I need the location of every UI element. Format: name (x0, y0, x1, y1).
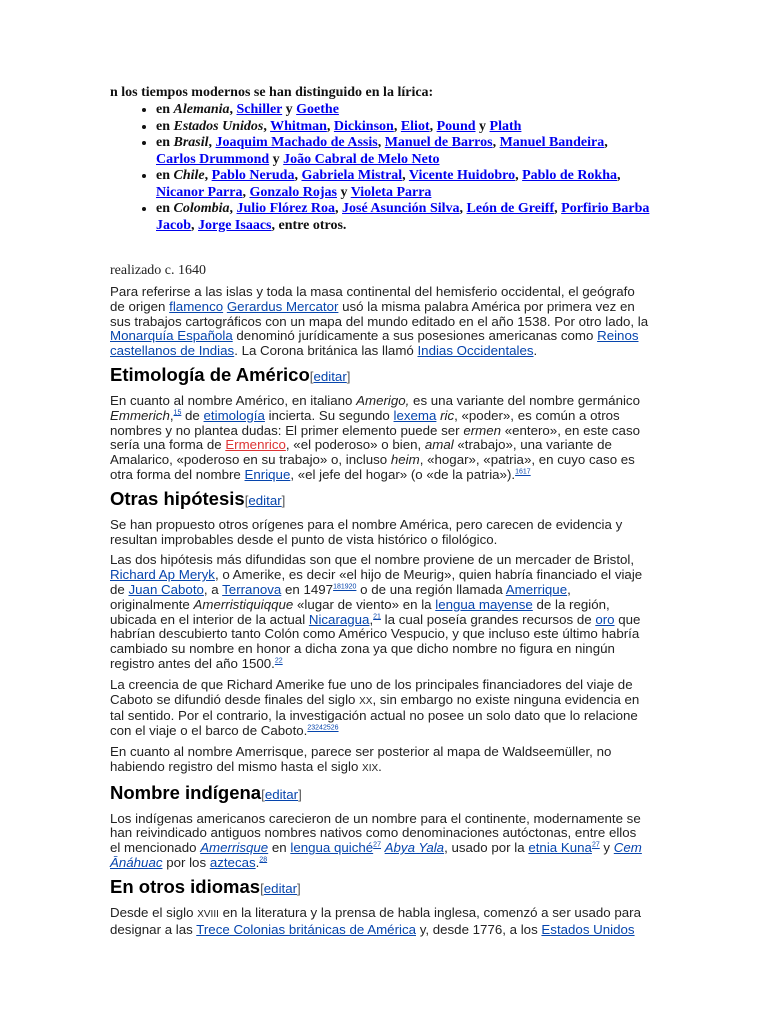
link-lexema[interactable]: lexema (393, 407, 437, 423)
poet-link-manuel-de-barros[interactable]: Manuel de Barros (384, 135, 493, 150)
edit-link-etimologia[interactable]: editar (313, 368, 347, 384)
link-aztecas[interactable]: aztecas (209, 854, 256, 870)
reference-note[interactable]: 28 (259, 856, 268, 864)
country-name: Chile (173, 168, 205, 183)
link-cem-anahuac[interactable]: Cem Ānáhuac (110, 840, 642, 870)
reference-note[interactable]: 181920 (333, 583, 357, 591)
link-richard-ap-meryk[interactable]: Richard Ap Meryk (110, 567, 215, 583)
heading-otras-hipotesis (110, 488, 650, 512)
paragraph-otros-idiomas: Desde el siglo XVIII en la literatura y la prensa de habla inglesa, comenzó a ser usado para designar a las Trece Colonias británicas de América y, desde 1776, a los Estados Unidos (110, 904, 641, 937)
link-monarquia-espanola[interactable]: Monarquía Española (110, 328, 233, 344)
poet-link-porfirio-barba-jacob[interactable]: Porfirio Barba Jacob (156, 201, 650, 233)
link-amerrisque[interactable]: Amerrisque (200, 840, 269, 856)
edit-link-otras[interactable]: editar (248, 492, 282, 508)
link-flamenco[interactable]: flamenco (169, 298, 224, 314)
heading-nombre-text: Nombre indígena (110, 781, 262, 803)
poet-link-jorge-isaacs[interactable]: Jorge Isaacs (198, 217, 272, 233)
edit-nombre: [editar] (261, 786, 302, 802)
edit-link-idiomas[interactable]: editar (263, 880, 298, 896)
link-etnia-kuna[interactable]: etnia Kuna (528, 840, 592, 856)
redlink-ermenrico[interactable]: Ermenrico (225, 437, 286, 453)
link-lengua-quiche[interactable]: lengua quiché (290, 840, 374, 856)
paragraph-otras-2: Las dos hipótesis más difundidas son que el nombre proviene de un mercader de Bristol, Richard Ap Meryk, o Amerike, es decir «el hijo de Meurig», quien habría financiado el viaje de Juan Caboto, a Terranova en 1497$^{181920}$ o de una región llamada Amerrique, originalmente Amerristiquiqque «lugar de viento» en la lengua mayense de la región, ubicada en el interior de la actual Nicaragua,$^{21}$ la cual poseía grandes recursos de oro que habrían descubierto tanto Colón como Américo Vespucio, y que incluso este último habría cambiado su nombre en honor a dicha zona ya que dicho nombre no figura en ningún registro antes del año 1500.22 (110, 552, 643, 671)
link-lengua-mayense[interactable]: lengua mayense (435, 596, 533, 612)
poets-list-item: • en Estados Unidos, Whitman, Dickinson, Eliot, Pound y Plath (156, 119, 650, 136)
heading-etimologia-text: Etimología de Américo (110, 363, 310, 385)
reference-note[interactable]: 22 (274, 657, 283, 665)
poet-link-gonzalo-rojas[interactable]: Gonzalo Rojas (249, 184, 337, 200)
country-name: Colombia (173, 201, 230, 216)
poet-link-manuel-bandeira[interactable]: Manuel Bandeira (499, 135, 605, 150)
edit-otras: [editar] (244, 492, 286, 508)
reference-note[interactable]: 15 (173, 409, 182, 417)
paragraph-otras-4: En cuanto al nombre Amerrisque, parece ser posterior al mapa de Waldseemüller, no habiendo registro del mismo hasta el siglo XIX. (110, 743, 612, 774)
italic-term: ric (440, 407, 455, 423)
link-etimologia[interactable]: etimología (203, 407, 265, 423)
poets-list-item: • en Brasil, Joaquim Machado de Assis, Manuel de Barros, Manuel Bandeira, Carlos Drummond y João Cabral de Melo Neto (156, 135, 650, 168)
poet-link-dickinson[interactable]: Dickinson (333, 118, 394, 134)
link-trece-colonias-britanicas-de-america[interactable]: Trece Colonias británicas de América (196, 921, 416, 937)
poets-list-item: • en Chile, Pablo Neruda, Gabriela Mistral, Vicente Huidobro, Pablo de Rokha, Nicanor Parra, Gonzalo Rojas y Violeta Parra (156, 168, 650, 201)
reference-note[interactable]: 21 (373, 613, 381, 621)
italic-term: heim (390, 452, 420, 468)
poet-link-eliot[interactable]: Eliot (400, 118, 430, 134)
paragraph-otras-3: La creencia de que Richard Amerike fue uno de los principales financiadores del viaje de Caboto se difundió desde finales del siglo XX, sin embargo no existe ninguna evidencia en tal sentido. Por el contrario, la investigación actual no posee un solo dato que lo relacione con el viaje o el barco de Caboto.$^{23242526}$ (110, 676, 640, 739)
century-numeral: XIX (362, 762, 379, 774)
italic-term: ermen (463, 422, 502, 438)
link-terranova[interactable]: Terranova (222, 581, 282, 597)
poet-link-joaquim-machado-de-assis[interactable]: Joaquim Machado de Assis (215, 135, 378, 150)
link-indias-occidentales[interactable]: Indias Occidentales (417, 343, 534, 359)
reference-note[interactable]: 1617 (515, 468, 531, 476)
heading-otras-text: Otras hipótesis (110, 487, 245, 509)
italic-term: Amerigo, (356, 392, 410, 408)
link-gerardus-mercator[interactable]: Gerardus Mercator (226, 298, 339, 314)
poet-link-joao-cabral-de-melo-neto[interactable]: João Cabral de Melo Neto (283, 151, 440, 167)
italic-term: Amerristiquiqque (193, 596, 294, 612)
edit-link-nombre[interactable]: editar (264, 786, 299, 802)
poet-link-jose-asuncion-silva[interactable]: José Asunción Silva (342, 201, 460, 216)
reference-note[interactable]: 23242526 (307, 724, 339, 732)
poet-link-violeta-parra[interactable]: Violeta Parra (350, 184, 432, 200)
heading-otros-idiomas (110, 876, 650, 900)
poet-link-schiller[interactable]: Schiller (236, 102, 283, 117)
poet-link-vicente-huidobro[interactable]: Vicente Huidobro (408, 168, 516, 183)
heading-idiomas-text: En otros idiomas (110, 875, 261, 897)
link-abya-yala[interactable]: Abya Yala (384, 840, 445, 856)
poets-list-item: • en Alemania, Schiller y Goethe (156, 102, 650, 119)
poet-link-leon-de-greiff[interactable]: León de Greiff (466, 201, 555, 216)
poets-list-item: • en Colombia, Julio Flórez Roa, José Asunción Silva, León de Greiff, Porfirio Barba Jacob, Jorge Isaacs, entre otros. (156, 201, 650, 234)
link-reinos-castellanos-de-indias[interactable]: Reinos castellanos de Indias (110, 328, 639, 359)
poet-link-plath[interactable]: Plath (489, 118, 522, 134)
paragraph-otras-1: Se han propuesto otros orígenes para el nombre América, pero carecen de evidencia y resultan improbables desde el punto de vista histórico o filológico. (110, 516, 623, 547)
link-nicaragua[interactable]: Nicaragua (308, 611, 370, 627)
poet-link-goethe[interactable]: Goethe (296, 102, 339, 117)
poet-link-pablo-de-rokha[interactable]: Pablo de Rokha (522, 168, 618, 183)
century-numeral: XVIII (197, 908, 219, 920)
paragraph-nombre-indigena: Los indígenas americanos carecieron de un nombre para el continente, modernamente se han reivindicado antiguos nombres nativos como denominaciones autóctonas, entre ellos el mencionado Amerrisque en lengua quiché$^{27}$ Abya Yala, usado por la etnia Kuna$^{27}$ y Cem Ānáhuac por los aztecas.$^{28}$ (110, 810, 642, 870)
paragraph-mercator: Para referirse a las islas y toda la masa continental del hemisferio occidental, el geógrafo de origen flamenco Gerardus Mercator usó la misma palabra América por primera vez en sus trabajos cartográficos con un mapa del mundo editado en el año 1538. Por otro lado, la Monarquía Española denominó jurídicamente a sus posesiones americanas como Reinos castellanos de Indias. La Corona británica las llamó Indias Occidentales. (110, 284, 649, 359)
country-name: Brasil (173, 135, 209, 150)
poet-link-whitman[interactable]: Whitman (270, 118, 327, 134)
edit-etimologia: [editar] (309, 368, 351, 384)
lyric-intro: n los tiempos modernos se han distinguido en la lírica: (110, 85, 434, 100)
italic-term: amal (424, 437, 454, 453)
edit-idiomas: [editar] (260, 880, 301, 896)
image-caption: realizado c. 1640 (110, 263, 207, 278)
poet-link-julio-florez-roa[interactable]: Julio Flórez Roa (236, 201, 336, 216)
link-oro[interactable]: oro (595, 611, 615, 627)
paragraph-etimologia: En cuanto al nombre Américo, en italiano Amerigo, es una variante del nombre germánico Emmerich,$^{15}$ de etimología incierta. Su segundo lexema ric, «poder», es común a otros nombres y no plantea dudas: El primer elemento puede ser ermen «entero», en este caso sería una forma de Ermenrico, «el poderoso» o bien, amal «trabajo», una variante de Amalarico, «poderoso en su trabajo» o, incluso heim, «hogar», «patria», en cuyo caso es otra forma del nombre Enrique, «el jefe del hogar» (o «de la patria»).$^{1617}$ (110, 392, 640, 482)
heading-etimologia (110, 364, 650, 388)
link-amerrique[interactable]: Amerrique (505, 581, 568, 597)
link-enrique[interactable]: Enrique (244, 466, 291, 482)
reference-note[interactable]: 27 (591, 841, 600, 849)
country-name: Alemania (173, 102, 230, 117)
poet-link-nicanor-parra[interactable]: Nicanor Parra (156, 184, 243, 200)
italic-term: Emmerich (110, 407, 170, 423)
poet-link-carlos-drummond[interactable]: Carlos Drummond (156, 151, 270, 167)
century-numeral: XX (359, 695, 373, 707)
poets-list (110, 102, 650, 234)
document-page (110, 84, 650, 937)
link-juan-caboto[interactable]: Juan Caboto (128, 581, 204, 597)
reference-note[interactable]: 27 (373, 841, 381, 849)
poet-link-pound[interactable]: Pound (436, 118, 476, 134)
poet-link-pablo-neruda[interactable]: Pablo Neruda (211, 168, 295, 183)
heading-nombre-indigena (110, 782, 650, 806)
link-estados-unidos[interactable]: Estados Unidos (541, 921, 635, 937)
country-name: Estados Unidos (173, 118, 264, 134)
poet-link-gabriela-mistral[interactable]: Gabriela Mistral (301, 168, 403, 183)
